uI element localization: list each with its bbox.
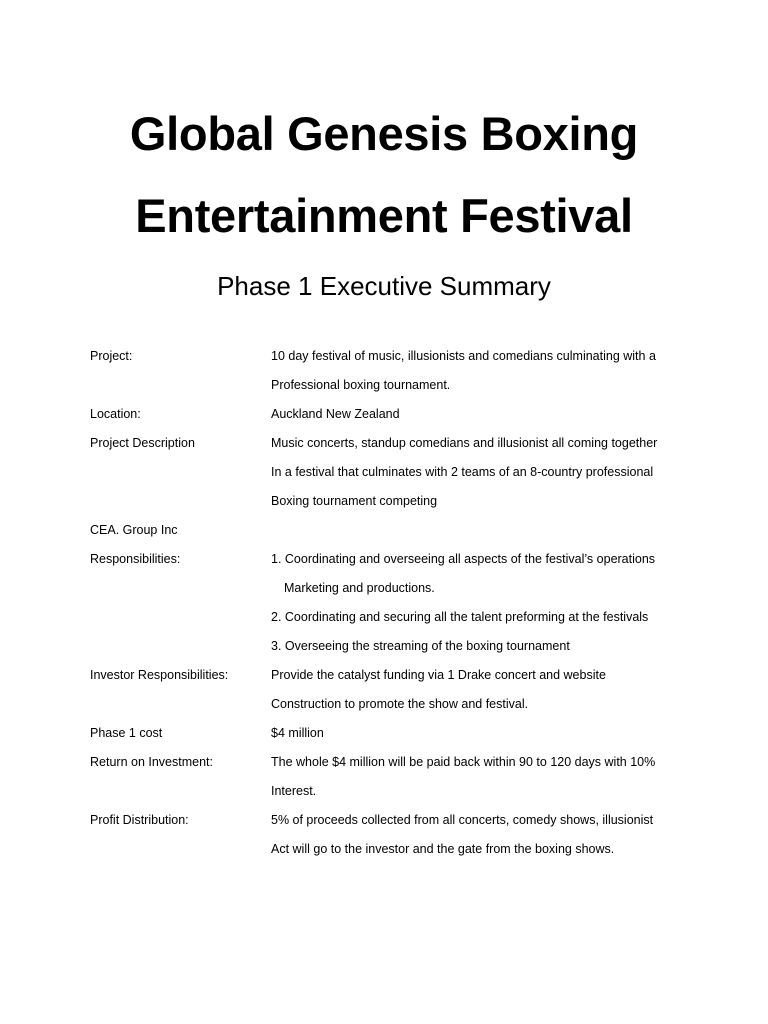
- row-description-cont: [0, 458, 768, 487]
- row-label: Location:: [90, 407, 141, 421]
- row-label: CEA. Group Inc: [90, 523, 178, 537]
- document-title-line-1: Global Genesis Boxing: [129, 107, 639, 160]
- row-value: Interest.: [271, 784, 317, 798]
- row-project: [0, 342, 768, 371]
- row-label: Project:: [90, 349, 133, 363]
- row-description: [0, 429, 768, 458]
- row-value: Provide the catalyst funding via 1 Drake concert and website: [271, 668, 606, 682]
- row-phase-cost: [0, 719, 768, 748]
- row-value: Boxing tournament competing: [271, 494, 438, 508]
- row-label: Phase 1 cost: [90, 726, 163, 740]
- row-value: 1. Coordinating and overseeing all aspects of the festival’s operations: [271, 552, 656, 566]
- row-value: Music concerts, standup comedians and illusionist all coming together: [271, 436, 658, 450]
- row-value: In a festival that culminates with 2 teams of an 8-country professional: [271, 465, 654, 479]
- document-subtitle: Phase 1 Executive Summary: [217, 271, 551, 301]
- row-roi: [0, 748, 768, 777]
- row-responsibilities-cont: [0, 603, 768, 632]
- row-value: Auckland New Zealand: [271, 407, 400, 421]
- row-profit-distribution: [0, 806, 768, 835]
- row-label: Profit Distribution:: [90, 813, 189, 827]
- row-label: Responsibilities:: [90, 552, 181, 566]
- row-label: Return on Investment:: [90, 755, 213, 769]
- row-company: [0, 516, 768, 545]
- row-investor-responsibilities: [0, 661, 768, 690]
- row-location: [0, 400, 768, 429]
- row-label: Project Description: [90, 436, 195, 450]
- row-description-cont: [0, 487, 768, 516]
- row-value: 3. Overseeing the streaming of the boxing tournament: [271, 639, 570, 653]
- row-value: Marketing and productions.: [284, 581, 435, 595]
- row-responsibilities-cont: [0, 574, 768, 603]
- row-label: Investor Responsibilities:: [90, 668, 229, 682]
- row-value: 2. Coordinating and securing all the talent preforming at the festivals: [271, 610, 649, 624]
- row-roi-cont: [0, 777, 768, 806]
- row-value: The whole $4 million will be paid back within 90 to 120 days with 10%: [271, 755, 656, 769]
- row-value: Construction to promote the show and festival.: [271, 697, 529, 711]
- document-title-line-2: Entertainment Festival: [135, 189, 633, 242]
- row-value: Professional boxing tournament.: [271, 378, 451, 392]
- row-responsibilities: [0, 545, 768, 574]
- row-profit-distribution-cont: [0, 835, 768, 864]
- row-value: 5% of proceeds collected from all concerts, comedy shows, illusionist: [271, 813, 654, 827]
- row-value: $4 million: [271, 726, 324, 740]
- row-investor-responsibilities-cont: [0, 690, 768, 719]
- summary-table: [0, 342, 768, 864]
- row-responsibilities-cont: [0, 632, 768, 661]
- row-value: Act will go to the investor and the gate from the boxing shows.: [271, 842, 615, 856]
- row-project-cont: [0, 371, 768, 400]
- row-value: 10 day festival of music, illusionists and comedians culminating with a: [271, 349, 656, 363]
